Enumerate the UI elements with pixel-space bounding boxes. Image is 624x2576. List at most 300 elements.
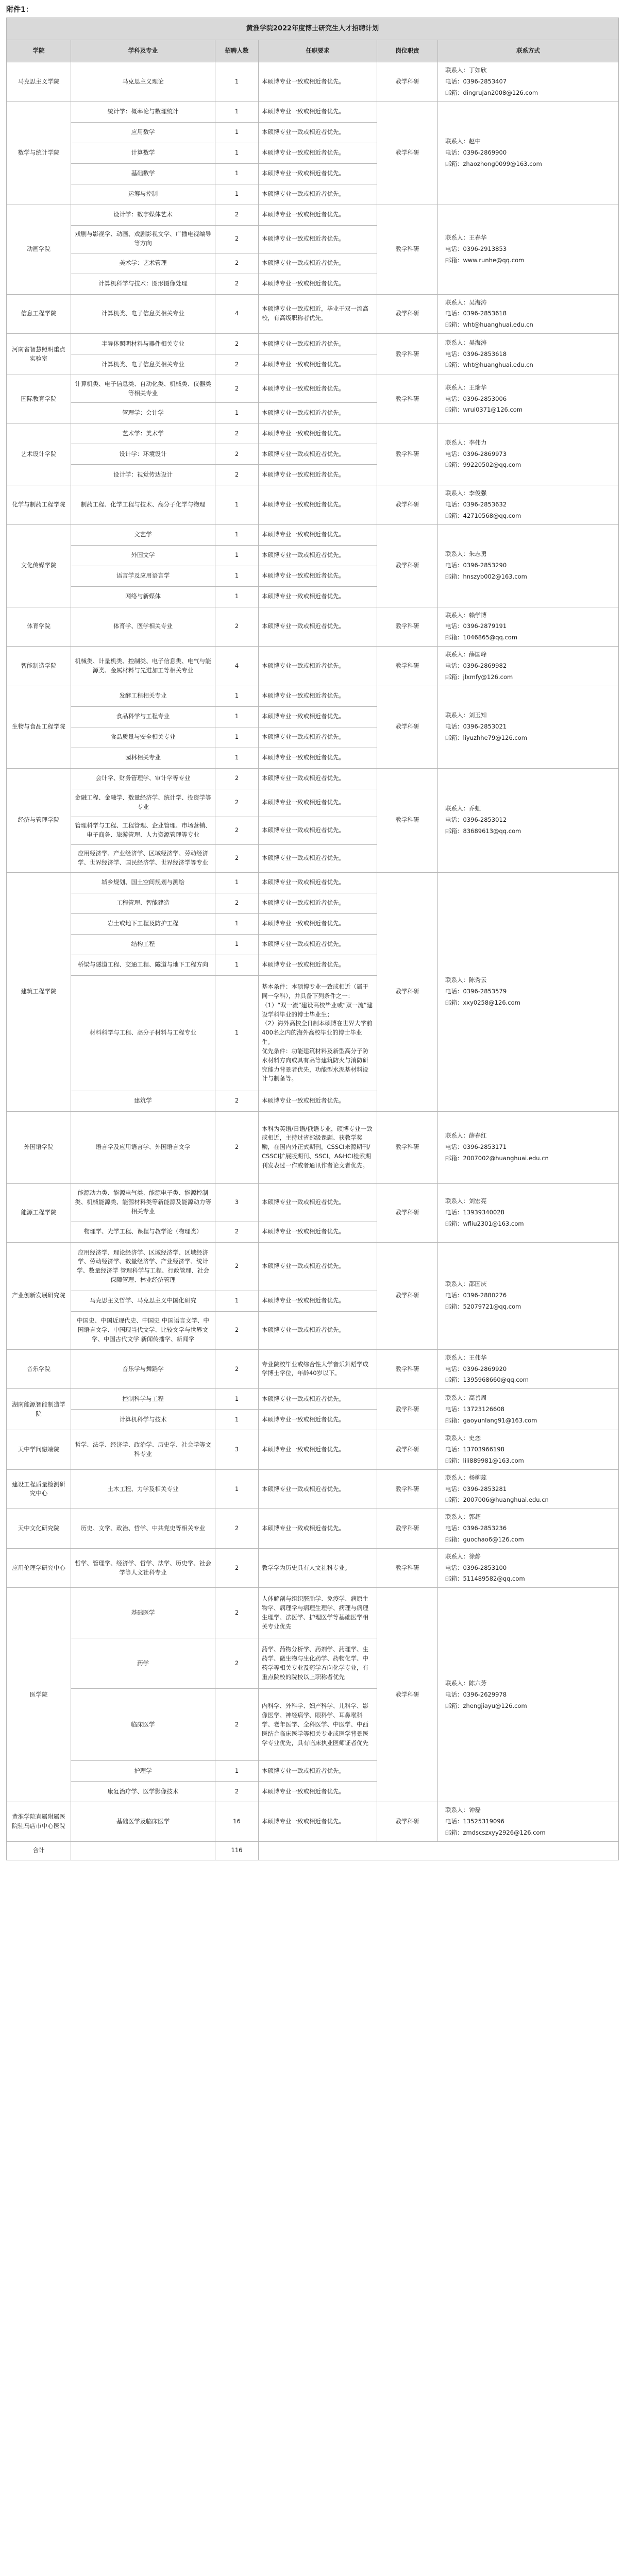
contact-line: 电话：0396-2913853: [445, 245, 507, 253]
requirement-cell: 本硕博专业一致或相近者优先。: [259, 586, 377, 607]
contact-line: 联系人：杨柳蕊: [445, 1473, 487, 1481]
contact-line: 电话：0396-2853618: [445, 310, 507, 317]
requirement-cell: 本硕博专业一致或相近者优先。: [259, 727, 377, 748]
count-cell: 2: [215, 1588, 259, 1638]
contact-cell: [438, 1802, 619, 1842]
subject-cell: 结构工程: [71, 934, 215, 955]
contact-line: 电话：0396-2853012: [445, 816, 507, 824]
table-row: [7, 485, 619, 525]
contact-cell: [438, 686, 619, 768]
contact-cell: [438, 768, 619, 872]
requirement-cell: 本硕博专业一致或相近者优先。: [259, 444, 377, 465]
contact-line: 邮箱：2007002@huanghuai.edu.cn: [445, 1155, 549, 1162]
requirement-cell: 本硕博专业一致或相近者优先。: [259, 789, 377, 817]
duty-cell: 教学科研: [377, 101, 438, 205]
table-row: [7, 334, 619, 354]
subject-cell: 管理学：会计学: [71, 403, 215, 423]
duty-cell: 教学科研: [377, 1111, 438, 1183]
count-cell: 2: [215, 1242, 259, 1291]
table-row: [7, 1183, 619, 1222]
count-cell: 2: [215, 1311, 259, 1349]
count-cell: 1: [215, 403, 259, 423]
count-cell: 2: [215, 1689, 259, 1761]
total-rest: [259, 1841, 619, 1860]
college-name: 应用伦理学研究中心: [7, 1548, 71, 1588]
contact-line: 电话：0396-2853236: [445, 1524, 507, 1532]
count-cell: 2: [215, 844, 259, 872]
contact-line: 邮箱：99220502@qq.com: [445, 461, 521, 469]
subject-cell: 体育学、医学相关专业: [71, 607, 215, 647]
subject-cell: 哲学、法学、经济学、政治学、历史学、社会学等文科专业: [71, 1430, 215, 1470]
duty-cell: 教学科研: [377, 1588, 438, 1802]
contact-line: 邮箱：2007006@huanghuai.edu.cn: [445, 1496, 549, 1504]
count-cell: 1: [215, 184, 259, 205]
count-cell: 1: [215, 975, 259, 1091]
contact-line: 邮箱：1395968660@qq.com: [445, 1376, 529, 1384]
contact-cell: [438, 1430, 619, 1470]
subject-cell: 桥梁与隧道工程、交通工程、隧道与地下工程方向: [71, 955, 215, 975]
count-cell: 1: [215, 748, 259, 768]
count-cell: 1: [215, 101, 259, 122]
requirement-cell: 本硕博专业一致或相近者优先。: [259, 1183, 377, 1222]
requirement-cell: 本硕博专业一致或相近者优先。: [259, 1242, 377, 1291]
subject-cell: 金融工程、金融学、数量经济学、统计学、投资学等专业: [71, 789, 215, 817]
subject-cell: 计算机类、电子信息类相关专业: [71, 294, 215, 334]
requirement-cell: 本硕博专业一致或相近者优先。: [259, 545, 377, 566]
contact-line: 邮箱：wht@huanghuai.edu.cn: [445, 361, 533, 369]
header-requirement: 任职要求: [259, 40, 377, 62]
contact-line: 联系人：赵中: [445, 138, 481, 145]
count-cell: 2: [215, 375, 259, 403]
count-cell: 1: [215, 727, 259, 748]
subject-cell: 网络与新媒体: [71, 586, 215, 607]
table-row: [7, 1111, 619, 1183]
requirement-cell: 本硕博专业一致或相近者优先。: [259, 686, 377, 706]
requirement-cell: 本硕博专业一致或相近者优先。: [259, 647, 377, 686]
requirement-cell: 本硕博专业一致或相近者优先。: [259, 1311, 377, 1349]
requirement-cell: 本硕博专业一致或相近者优先。: [259, 817, 377, 844]
requirement-cell: 本硕博专业一致或相近者优先。: [259, 913, 377, 934]
college-name: 外国语学院: [7, 1111, 71, 1183]
subject-cell: 物理学、光学工程、课程与教学论（物理类）: [71, 1222, 215, 1242]
requirement-cell: 本硕博专业一致或相近者优先。: [259, 143, 377, 163]
contact-line: 电话：0396-2853632: [445, 500, 507, 508]
contact-line: 联系人：乔虹: [445, 805, 481, 812]
contact-cell: [438, 205, 619, 294]
contact-line: 邮箱：zhengjiayu@126.com: [445, 1702, 527, 1709]
subject-cell: 应用经济学、理论经济学、区域经济学、区域经济学、劳动经济学、数量经济学、产业经济学、统计学、数量经济学 管理科学与工程、行政管理、社会保障管理、林业经济管理: [71, 1242, 215, 1291]
count-cell: 1: [215, 545, 259, 566]
contact-line: 联系人：李伟力: [445, 438, 487, 446]
count-cell: 1: [215, 1761, 259, 1782]
contact-line: 邮箱：zhaozhong0099@163.com: [445, 160, 542, 167]
count-cell: 1: [215, 485, 259, 525]
count-cell: 16: [215, 1802, 259, 1842]
requirement-cell: 本硕博专业一致或相近者优先。: [259, 62, 377, 102]
duty-cell: 教学科研: [377, 647, 438, 686]
college-name: 建筑工程学院: [7, 872, 71, 1111]
contact-line: 邮箱：jlxmfy@126.com: [445, 673, 513, 681]
requirement-cell: 本硕博专业一致或相近者优先。: [259, 934, 377, 955]
count-cell: 2: [215, 893, 259, 913]
table-row: [7, 1588, 619, 1638]
subject-cell: 基础医学及临床医学: [71, 1802, 215, 1842]
requirement-cell: 本硕博专业一致或相近者优先。: [259, 1389, 377, 1410]
contact-cell: [438, 375, 619, 423]
count-cell: 2: [215, 1638, 259, 1689]
contact-cell: [438, 872, 619, 1111]
duty-cell: 教学科研: [377, 62, 438, 102]
count-cell: 2: [215, 334, 259, 354]
contact-line: 联系人：钟磊: [445, 1806, 481, 1814]
contact-line: 邮箱：hnszyb002@163.com: [445, 573, 527, 581]
subject-cell: 管理科学与工程、工程管理、企业管理、市场营销、电子商务、旅游管理、人力资源管理等专业: [71, 817, 215, 844]
subject-cell: 制药工程、化学工程与技术、高分子化学与物理: [71, 485, 215, 525]
duty-cell: 教学科研: [377, 1349, 438, 1389]
subject-cell: 食品科学与工程专业: [71, 706, 215, 727]
subject-cell: 马克思主义哲学、马克思主义中国化研究: [71, 1291, 215, 1311]
college-name: 医学院: [7, 1588, 71, 1802]
count-cell: 2: [215, 444, 259, 465]
college-name: 建设工程质量检测研究中心: [7, 1469, 71, 1509]
duty-cell: 教学科研: [377, 205, 438, 294]
subject-cell: 岩土或地下工程及防护工程: [71, 913, 215, 934]
table-row: [7, 607, 619, 647]
contact-line: 电话：0396-2853290: [445, 562, 507, 569]
count-cell: 3: [215, 1430, 259, 1470]
contact-line: 电话：13723126608: [445, 1405, 504, 1413]
contact-line: 邮箱：wfliu2301@163.com: [445, 1220, 524, 1228]
contact-line: 邮箱：wht@huanghuai.edu.cn: [445, 321, 533, 329]
count-cell: 1: [215, 955, 259, 975]
contact-line: 联系人：陈秀云: [445, 976, 487, 984]
contact-cell: [438, 1349, 619, 1389]
subject-cell: 统计学：概率论与数理统计: [71, 101, 215, 122]
contact-line: 联系人：丁如欣: [445, 66, 487, 74]
subject-cell: 食品质量与安全相关专业: [71, 727, 215, 748]
contact-cell: [438, 334, 619, 375]
college-name: 化学与制药工程学院: [7, 485, 71, 525]
contact-line: 联系人：王春华: [445, 234, 487, 242]
title-row: [7, 18, 619, 40]
contact-line: 电话：0396-2853618: [445, 350, 507, 358]
contact-line: 电话：0396-2869982: [445, 662, 507, 669]
table-row: [7, 1548, 619, 1588]
contact-cell: [438, 1242, 619, 1349]
count-cell: 2: [215, 1548, 259, 1588]
contact-cell: [438, 1111, 619, 1183]
count-cell: 1: [215, 586, 259, 607]
contact-line: 邮箱：wrui0371@126.com: [445, 406, 523, 414]
requirement-cell: 本硕博专业一致或相近者优先。: [259, 1509, 377, 1549]
requirement-cell: 本硕博专业一致或相近者优先。: [259, 1430, 377, 1470]
college-name: 艺术设计学院: [7, 423, 71, 485]
requirement-cell: 本硕博专业一致或相近者优先。: [259, 566, 377, 586]
table-row: [7, 524, 619, 545]
table-row: [7, 1509, 619, 1549]
contact-line: 联系人：史恋: [445, 1434, 481, 1442]
contact-cell: [438, 1183, 619, 1242]
contact-line: 邮箱：1046865@qq.com: [445, 634, 518, 641]
requirement-cell: 本硕博专业一致或相近者优先。: [259, 1410, 377, 1430]
subject-cell: 设计学：环境设计: [71, 444, 215, 465]
contact-line: 联系人：王伟华: [445, 1353, 487, 1361]
requirement-cell: 本硕博专业一致或相近者优先。: [259, 706, 377, 727]
requirement-cell: 本硕博专业一致或相近者优先。: [259, 253, 377, 274]
contact-line: 联系人：刘宏亮: [445, 1197, 487, 1205]
requirement-cell: 本硕博专业一致或相近者优先。: [259, 524, 377, 545]
subject-cell: 设计学：数字媒体艺术: [71, 205, 215, 225]
contact-line: 邮箱：www.runhe@qq.com: [445, 256, 525, 264]
contact-line: 电话：0396-2853006: [445, 395, 507, 402]
duty-cell: 教学科研: [377, 1802, 438, 1842]
requirement-cell: 本硕博专业一致或相近者优先。: [259, 334, 377, 354]
contact-line: 电话：0396-2853579: [445, 988, 507, 995]
contact-line: 联系人：王瑞华: [445, 383, 487, 391]
contact-cell: [438, 1389, 619, 1430]
count-cell: 2: [215, 253, 259, 274]
contact-line: 邮箱：gaoyunlang91@163.com: [445, 1416, 537, 1424]
table-row: [7, 768, 619, 789]
subject-cell: 机械类、计量机类、控制类、电子信息类、电气与能源类、金属材料与先进加工等相关专业: [71, 647, 215, 686]
college-name: 黄淮学院直属附属医院驻马店市中心医院: [7, 1802, 71, 1842]
subject-cell: 历史、文学、政治、哲学、中共党史等相关专业: [71, 1509, 215, 1549]
count-cell: 1: [215, 686, 259, 706]
duty-cell: 教学科研: [377, 375, 438, 423]
requirement-cell: 本硕博专业一致或相近者优先。: [259, 205, 377, 225]
college-name: 体育学院: [7, 607, 71, 647]
count-cell: 2: [215, 225, 259, 253]
subject-cell: 艺术学：美术学: [71, 423, 215, 444]
college-name: 生物与食品工程学院: [7, 686, 71, 768]
subject-cell: 工程管理、智能建造: [71, 893, 215, 913]
subject-cell: 运筹与控制: [71, 184, 215, 205]
requirement-cell: 本硕博专业一致或相近者优先。: [259, 1761, 377, 1782]
contact-line: 联系人：邵国庆: [445, 1280, 487, 1288]
subject-cell: 文艺学: [71, 524, 215, 545]
duty-cell: 教学科研: [377, 524, 438, 607]
contact-line: 邮箱：83689613@qq.com: [445, 827, 521, 835]
count-cell: 1: [215, 913, 259, 934]
contact-line: 邮箱：zmdscszxyy2926@126.com: [445, 1829, 546, 1836]
requirement-cell: 本硕博专业一致或相近者优先。: [259, 403, 377, 423]
contact-line: 电话：0396-2869973: [445, 450, 507, 457]
table-row: [7, 205, 619, 225]
college-name: 天中文化研究院: [7, 1509, 71, 1549]
contact-cell: [438, 524, 619, 607]
contact-line: 联系人：刘玉知: [445, 711, 487, 719]
table-row: [7, 1389, 619, 1410]
requirement-cell: 本硕博专业一致或相近者优先。: [259, 163, 377, 184]
duty-cell: 教学科研: [377, 1548, 438, 1588]
subject-cell: 能源动力类、能源电气类、能源电子类、能源控制类、机械能源类、能源材料类等新能源及能源动力等相关专业: [71, 1183, 215, 1222]
duty-cell: 教学科研: [377, 334, 438, 375]
requirement-cell: 本硕博专业一致或相近者优先。: [259, 485, 377, 525]
requirement-cell: 本硕博专业一致或相近者优先。: [259, 1222, 377, 1242]
contact-line: 联系人：郭超: [445, 1513, 481, 1521]
duty-cell: 教学科研: [377, 1430, 438, 1470]
count-cell: 1: [215, 62, 259, 102]
contact-line: 邮箱：xxy0258@126.com: [445, 999, 520, 1007]
subject-cell: 基础医学: [71, 1588, 215, 1638]
contact-line: 联系人：薛国峰: [445, 651, 487, 658]
contact-cell: [438, 485, 619, 525]
count-cell: 2: [215, 607, 259, 647]
college-name: 湖南能源智能制造学院: [7, 1389, 71, 1430]
contact-line: 联系人：赖学博: [445, 611, 487, 619]
requirement-cell: 本硕博专业一致或相近者优先。: [259, 1291, 377, 1311]
requirement-cell: 药学、药物分析学、药剂学、药理学、生药学、微生物与生化药学、药物化学、中药学等相关专业及药学方向化学专业，有重点院校的院校以上职称者优先: [259, 1638, 377, 1689]
contact-line: 邮箱：52079721@qq.com: [445, 1303, 521, 1311]
subject-cell: 控制科学与工程: [71, 1389, 215, 1410]
college-name: 动画学院: [7, 205, 71, 294]
subject-cell: 药学: [71, 1638, 215, 1689]
table-row: [7, 686, 619, 706]
contact-line: 电话：0396-2629978: [445, 1690, 507, 1698]
requirement-cell: 本硕博专业一致或相近者优先。: [259, 844, 377, 872]
subject-cell: 园林相关专业: [71, 748, 215, 768]
contact-cell: [438, 423, 619, 485]
subject-cell: 康复治疗学、医学影像技术: [71, 1782, 215, 1802]
requirement-cell: 本硕博专业一致或相近者优先。: [259, 1782, 377, 1802]
subject-cell: 应用经济学、产业经济学、区域经济学、劳动经济学、世界经济学、国民经济学、世界经济学等专业: [71, 844, 215, 872]
count-cell: 1: [215, 566, 259, 586]
contact-line: 联系人：徐静: [445, 1552, 481, 1560]
count-cell: 2: [215, 205, 259, 225]
requirement-cell: 本硕博专业一致或相近者优先。: [259, 122, 377, 143]
count-cell: 2: [215, 423, 259, 444]
duty-cell: 教学科研: [377, 1469, 438, 1509]
college-name: 天中学问融端院: [7, 1430, 71, 1470]
table-row: [7, 1242, 619, 1291]
count-cell: 2: [215, 354, 259, 375]
count-cell: 3: [215, 1183, 259, 1222]
subject-cell: 计算机科学与技术: [71, 1410, 215, 1430]
duty-cell: 教学科研: [377, 686, 438, 768]
total-value: 116: [215, 1841, 259, 1860]
contact-cell: [438, 101, 619, 205]
count-cell: 2: [215, 1349, 259, 1389]
count-cell: 2: [215, 1111, 259, 1183]
college-name: 智能制造学院: [7, 647, 71, 686]
count-cell: 1: [215, 1291, 259, 1311]
college-name: 文化传媒学院: [7, 524, 71, 607]
count-cell: 4: [215, 647, 259, 686]
requirement-cell: 本硕博专业一致或相近者优先。: [259, 955, 377, 975]
contact-line: 邮箱：lili889981@163.com: [445, 1456, 524, 1464]
requirement-cell: 内科学、外科学、妇产科学、儿科学、影像医学、神经病学、眼科学、耳鼻喉科学、老年医学、全科医学、中医学、中西医结合临床医学等相关专业或医学背景医学专业优先，具有临床执业医师证者优先: [259, 1689, 377, 1761]
contact-line: 联系人：高善周: [445, 1394, 487, 1401]
count-cell: 1: [215, 143, 259, 163]
college-name: 产业创新发展研究院: [7, 1242, 71, 1349]
requirement-cell: 本硕博专业一致或相近者优先。: [259, 1802, 377, 1842]
subject-cell: 临床医学: [71, 1689, 215, 1761]
requirement-cell: 本硕博专业一致或相近者优先。: [259, 375, 377, 403]
contact-cell: [438, 647, 619, 686]
contact-line: 电话：13525319096: [445, 1818, 504, 1825]
contact-cell: [438, 1588, 619, 1802]
subject-cell: 马克思主义理论: [71, 62, 215, 102]
requirement-cell: 本硕博专业一致或相近者优先。: [259, 465, 377, 485]
total-label: 合计: [7, 1841, 71, 1860]
requirement-cell: 本硕博专业一致或相近者优先。: [259, 748, 377, 768]
count-cell: 1: [215, 524, 259, 545]
subject-cell: 建筑学: [71, 1091, 215, 1111]
subject-cell: 计算数学: [71, 143, 215, 163]
requirement-cell: 本硕博专业一致或相近者优先。: [259, 101, 377, 122]
requirement-cell: 本硕博专业一致或相近者优先。: [259, 274, 377, 294]
requirement-cell: 教学学为历史具有人文社科专业。: [259, 1548, 377, 1588]
contact-line: 电话：0396-2880276: [445, 1292, 507, 1299]
contact-line: 邮箱：liyuzhhe79@126.com: [445, 734, 527, 742]
duty-cell: 教学科研: [377, 768, 438, 872]
contact-cell: [438, 1469, 619, 1509]
header-contact: 联系方式: [438, 40, 619, 62]
table-row: [7, 1349, 619, 1389]
header-college: 学院: [7, 40, 71, 62]
subject-cell: 设计学：视觉传达设计: [71, 465, 215, 485]
table-row: [7, 872, 619, 893]
requirement-cell: 专业院校毕业或综合性大学音乐舞蹈学成学博士学位，年龄40岁以下。: [259, 1349, 377, 1389]
count-cell: 2: [215, 465, 259, 485]
duty-cell: 教学科研: [377, 872, 438, 1111]
contact-line: 电话：0396-2853021: [445, 723, 507, 731]
college-name: 能源工程学院: [7, 1183, 71, 1242]
total-row: [7, 1841, 619, 1860]
duty-cell: 教学科研: [377, 294, 438, 334]
subject-cell: 会计学、财务管理学、审计学等专业: [71, 768, 215, 789]
duty-cell: 教学科研: [377, 1509, 438, 1549]
subject-cell: 中国史、中国近现代史、中国史 中国语言文学、中国语言文学、中国现当代文学、比较文学与世界文学、中国古代文学 新闻传播学、新闻学: [71, 1311, 215, 1349]
contact-line: 电话：13703966198: [445, 1446, 504, 1453]
header-duty: 岗位职责: [377, 40, 438, 62]
count-cell: 1: [215, 1389, 259, 1410]
subject-cell: 发酵工程相关专业: [71, 686, 215, 706]
table-row: [7, 375, 619, 403]
duty-cell: 教学科研: [377, 1242, 438, 1349]
subject-cell: 戏剧与影视学、动画、戏剧影视文学、广播电视编导等方向: [71, 225, 215, 253]
contact-line: 电话：0396-2869900: [445, 149, 507, 157]
contact-line: 电话：0396-2879191: [445, 622, 507, 630]
college-name: 数学与统计学院: [7, 101, 71, 205]
requirement-cell: 本硕博专业一致或相近者优先。: [259, 607, 377, 647]
count-cell: 4: [215, 294, 259, 334]
college-name: 国际教育学院: [7, 375, 71, 423]
recruitment-table: [6, 18, 619, 1860]
contact-line: 电话：13939340028: [445, 1209, 504, 1216]
contact-line: 联系人：吴海涛: [445, 338, 487, 346]
contact-line: 联系人：吴海涛: [445, 298, 487, 306]
contact-line: 联系人：陈六芳: [445, 1680, 487, 1687]
subject-cell: 半导体照明材料与器件相关专业: [71, 334, 215, 354]
count-cell: 2: [215, 1091, 259, 1111]
contact-line: 电话：0396-2853407: [445, 77, 507, 85]
contact-line: 邮箱：guochao6@126.com: [445, 1535, 524, 1543]
requirement-cell: 本硕博专业一致或相近者优先。: [259, 893, 377, 913]
contact-cell: [438, 294, 619, 334]
duty-cell: 教学科研: [377, 1389, 438, 1430]
subject-cell: 护理学: [71, 1761, 215, 1782]
contact-cell: [438, 1509, 619, 1549]
header-subject: 学科及专业: [71, 40, 215, 62]
duty-cell: 教学科研: [377, 1183, 438, 1242]
count-cell: 2: [215, 1509, 259, 1549]
subject-cell: 计算机类、电子信息类相关专业: [71, 354, 215, 375]
table-title: 黄淮学院2022年度博士研究生人才招聘计划: [7, 18, 619, 40]
requirement-cell: 本硕博专业一致或相近者优先。: [259, 1091, 377, 1111]
contact-cell: [438, 1548, 619, 1588]
table-row: [7, 647, 619, 686]
